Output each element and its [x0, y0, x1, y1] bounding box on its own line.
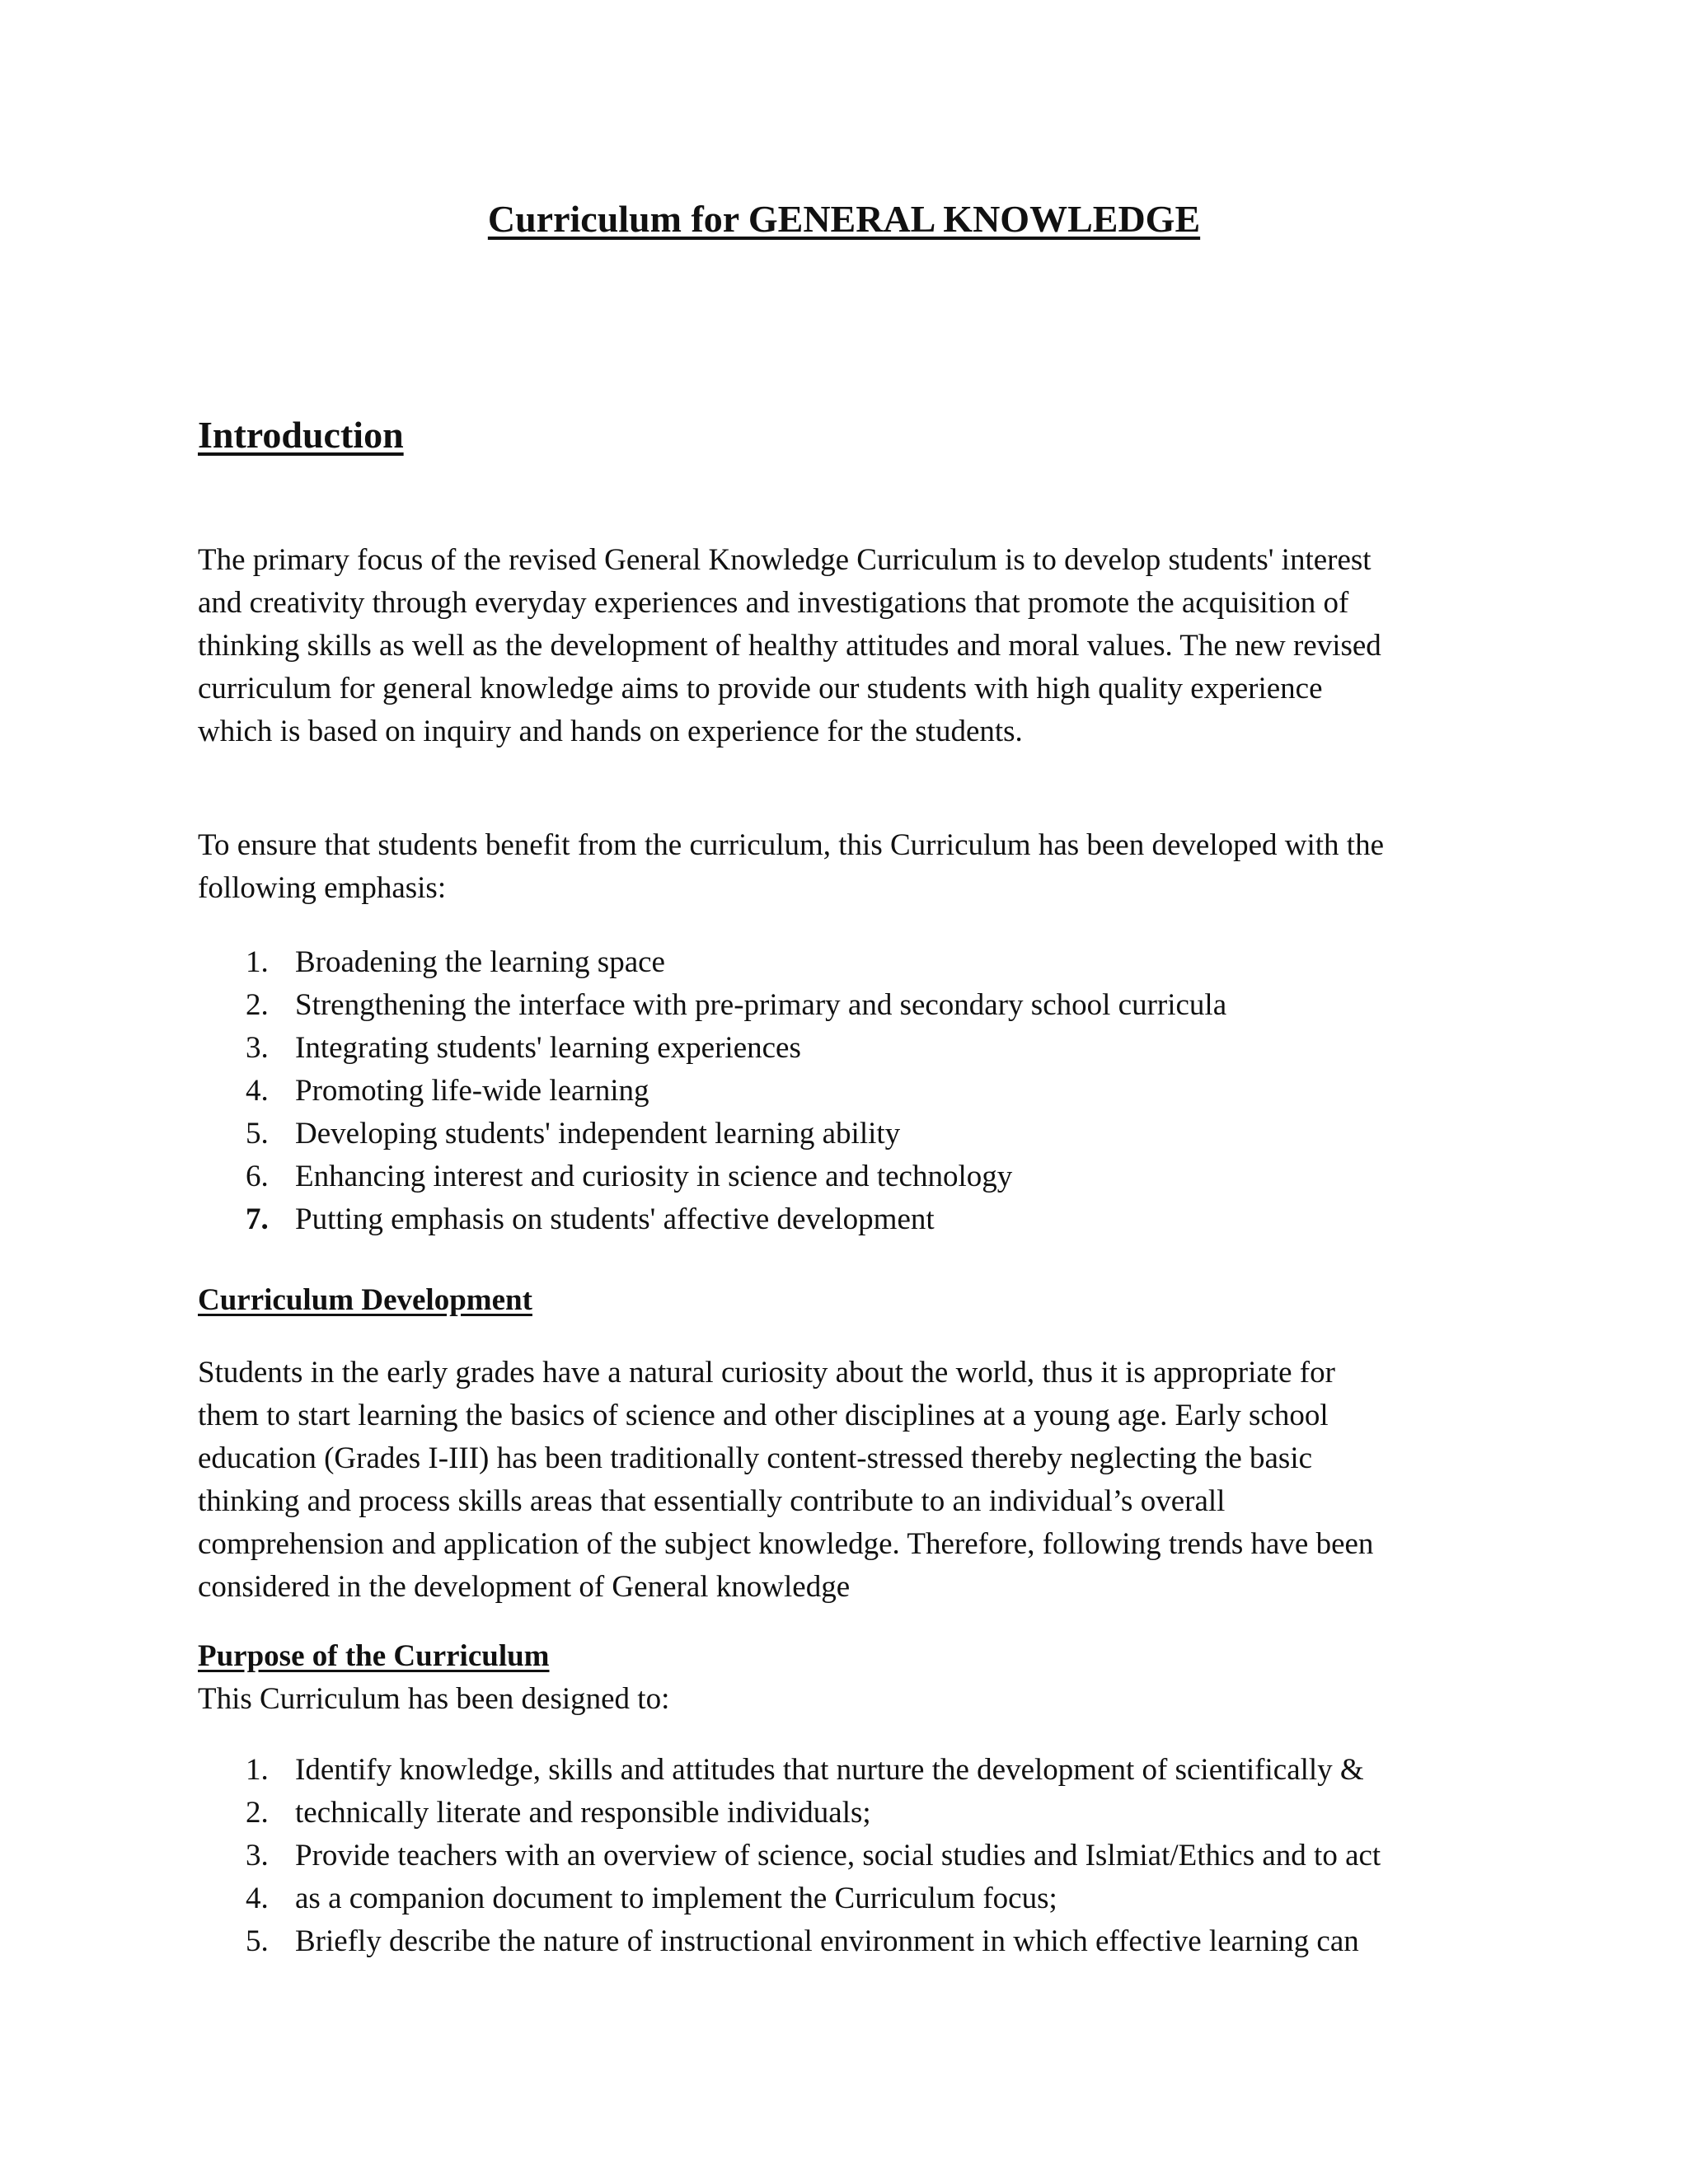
- list-item: [198, 984, 1484, 1027]
- list-item-text: Enhancing interest and curiosity in science and technology: [295, 1160, 1013, 1193]
- introduction-paragraph: [198, 539, 1484, 753]
- list-item: [198, 1198, 1484, 1241]
- paragraph-line: The primary focus of the revised General Knowledge Curriculum is to develop students' interest: [198, 543, 1372, 577]
- emphasis-intro-paragraph: [198, 824, 1484, 910]
- list-number: 4.: [246, 1074, 269, 1108]
- list-item-text: Provide teachers with an overview of science, social studies and Islmiat/Ethics and to act: [295, 1839, 1381, 1872]
- paragraph-line: Students in the early grades have a natural curiosity about the world, thus it is appropriate for: [198, 1356, 1335, 1390]
- list-item: [198, 1155, 1484, 1198]
- list-item-text: Developing students' independent learning ability: [295, 1117, 901, 1151]
- paragraph-line: comprehension and application of the subject knowledge. Therefore, following trends have been: [198, 1527, 1374, 1561]
- list-item: [198, 941, 1484, 984]
- paragraph-line: thinking skills as well as the development of healthy attitudes and moral values. The new revised: [198, 629, 1381, 663]
- list-item: [198, 1749, 1484, 1792]
- list-number: 3.: [246, 1839, 269, 1872]
- purpose-intro: [198, 1678, 1484, 1721]
- list-number: 1.: [246, 1753, 269, 1787]
- list-item: [198, 1027, 1484, 1070]
- list-item: [198, 1113, 1484, 1155]
- list-item-text: Promoting life-wide learning: [295, 1074, 649, 1108]
- paragraph-line: them to start learning the basics of science and other disciplines at a young age. Early school: [198, 1399, 1329, 1432]
- emphasis-list: [198, 941, 1484, 1241]
- list-item: [198, 1792, 1484, 1835]
- list-item-text: Integrating students' learning experiences: [295, 1031, 801, 1065]
- list-number: 3.: [246, 1031, 269, 1065]
- list-item-text: as a companion document to implement the Curriculum focus;: [295, 1882, 1057, 1915]
- list-item-text: technically literate and responsible individuals;: [295, 1796, 871, 1830]
- list-item-text: Identify knowledge, skills and attitudes that nurture the development of scientifically &: [295, 1753, 1364, 1787]
- list-item-text: Putting emphasis on students' affective development: [295, 1202, 935, 1236]
- list-item-text: Broadening the learning space: [295, 945, 665, 979]
- list-number: 2.: [246, 1796, 269, 1830]
- list-item: [198, 1877, 1484, 1920]
- list-number: 2.: [246, 988, 269, 1022]
- introduction-heading: Introduction: [198, 414, 404, 456]
- list-item-text: Briefly describe the nature of instructional environment in which effective learning can: [295, 1924, 1359, 1958]
- curriculum-development-paragraph: [198, 1352, 1484, 1609]
- paragraph-line: This Curriculum has been designed to:: [198, 1682, 670, 1716]
- paragraph-line: To ensure that students benefit from the curriculum, this Curriculum has been developed with the: [198, 828, 1385, 862]
- paragraph-line: following emphasis:: [198, 871, 447, 905]
- paragraph-line: considered in the development of General knowledge: [198, 1570, 851, 1604]
- paragraph-line: thinking and process skills areas that essentially contribute to an individual’s overall: [198, 1484, 1226, 1518]
- list-number: 6.: [246, 1160, 269, 1193]
- list-item: [198, 1070, 1484, 1113]
- curriculum-development-heading: Curriculum Development: [198, 1283, 532, 1317]
- paragraph-line: which is based on inquiry and hands on experience for the students.: [198, 715, 1023, 748]
- list-item: [198, 1835, 1484, 1877]
- list-item-text: Strengthening the interface with pre-primary and secondary school curricula: [295, 988, 1227, 1022]
- paragraph-line: education (Grades I-III) has been traditionally content-stressed thereby neglecting the basic: [198, 1441, 1313, 1475]
- list-number: 7.: [246, 1202, 269, 1236]
- list-number: 4.: [246, 1882, 269, 1915]
- list-item: [198, 1920, 1484, 1963]
- list-number: 5.: [246, 1924, 269, 1958]
- list-number: 5.: [246, 1117, 269, 1151]
- purpose-list: [198, 1749, 1484, 1963]
- purpose-heading: Purpose of the Curriculum: [198, 1639, 550, 1673]
- document-title: Curriculum for GENERAL KNOWLEDGE: [487, 198, 1201, 240]
- list-number: 1.: [246, 945, 269, 979]
- paragraph-line: and creativity through everyday experiences and investigations that promote the acquisition of: [198, 586, 1349, 620]
- paragraph-line: curriculum for general knowledge aims to provide our students with high quality experience: [198, 672, 1323, 705]
